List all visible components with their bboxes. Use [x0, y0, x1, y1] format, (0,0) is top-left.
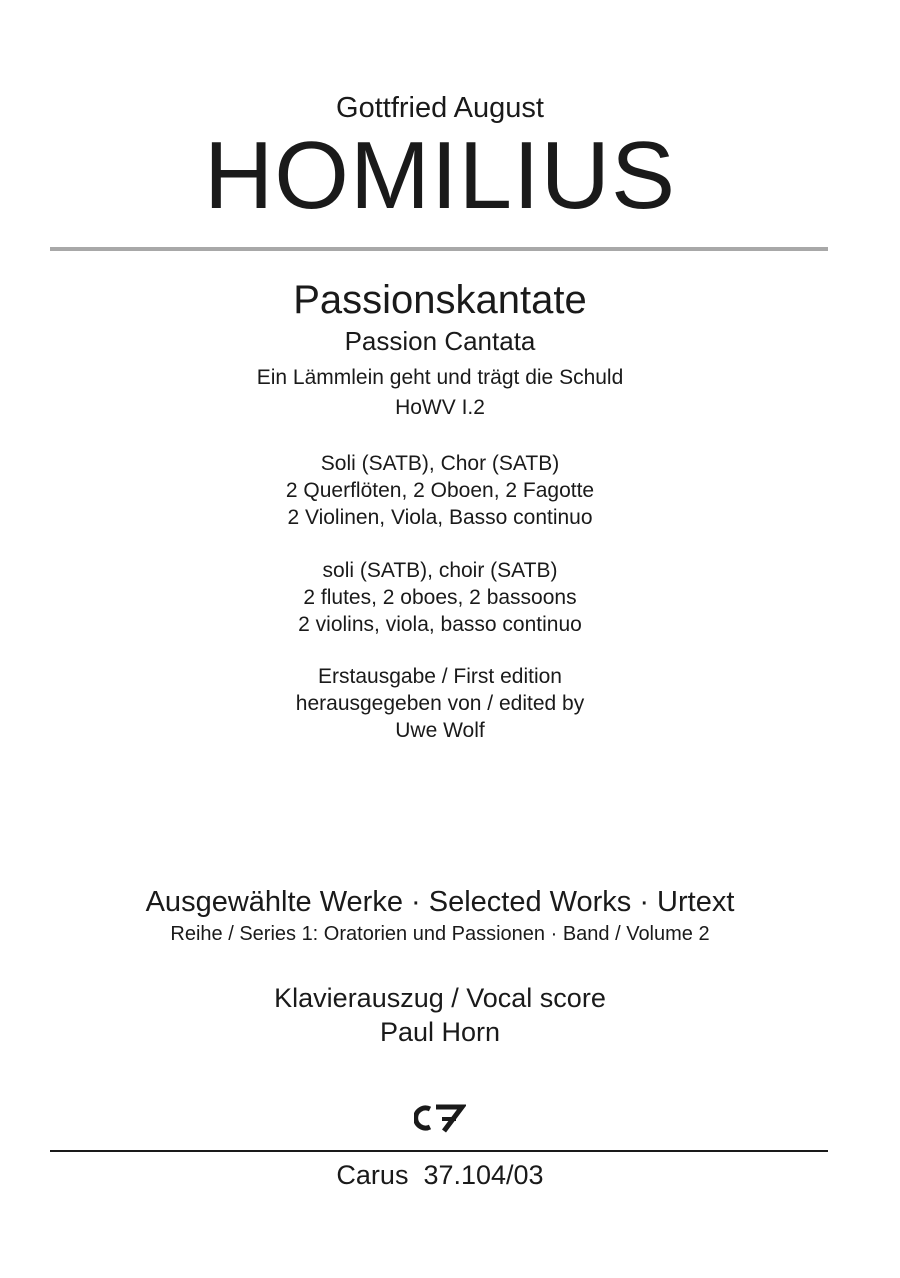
- scoring-en-line: 2 violins, viola, basso continuo: [298, 613, 582, 636]
- arranger-name: Paul Horn: [379, 1017, 501, 1047]
- score-type: Klavierauszug / Vocal score: [274, 983, 606, 1013]
- publisher-catalog-number: Carus 37.104/03: [336, 1160, 544, 1190]
- scoring-de-line: Soli (SATB), Chor (SATB): [320, 452, 560, 475]
- scoring-en-line: soli (SATB), choir (SATB): [322, 559, 558, 582]
- work-subtitle: Passion Cantata: [344, 326, 536, 356]
- scoring-de-line: 2 Violinen, Viola, Basso continuo: [287, 506, 593, 529]
- catalog-number: HoWV I.2: [395, 396, 485, 419]
- work-title: Passionskantate: [293, 278, 587, 322]
- edition-line: herausgegeben von / edited by: [295, 692, 585, 715]
- editor-name: Uwe Wolf: [395, 719, 485, 742]
- series-subtitle: Reihe / Series 1: Oratorien und Passionen · Band / Volume 2: [170, 923, 710, 945]
- top-divider: [50, 247, 828, 251]
- scoring-de-line: 2 Querflöten, 2 Oboen, 2 Fagotte: [285, 479, 595, 502]
- composer-surname: HOMILIUS: [203, 122, 677, 229]
- edition-line: Erstausgabe / First edition: [318, 665, 562, 688]
- carus-logo-icon: [414, 1103, 466, 1133]
- bottom-divider: [50, 1150, 828, 1152]
- scoring-en-line: 2 flutes, 2 oboes, 2 bassoons: [303, 586, 577, 609]
- series-title: Ausgewählte Werke · Selected Works · Urtext: [145, 886, 735, 918]
- composer-first-names: Gottfried August: [336, 92, 544, 124]
- work-incipit: Ein Lämmlein geht und trägt die Schuld: [256, 366, 624, 389]
